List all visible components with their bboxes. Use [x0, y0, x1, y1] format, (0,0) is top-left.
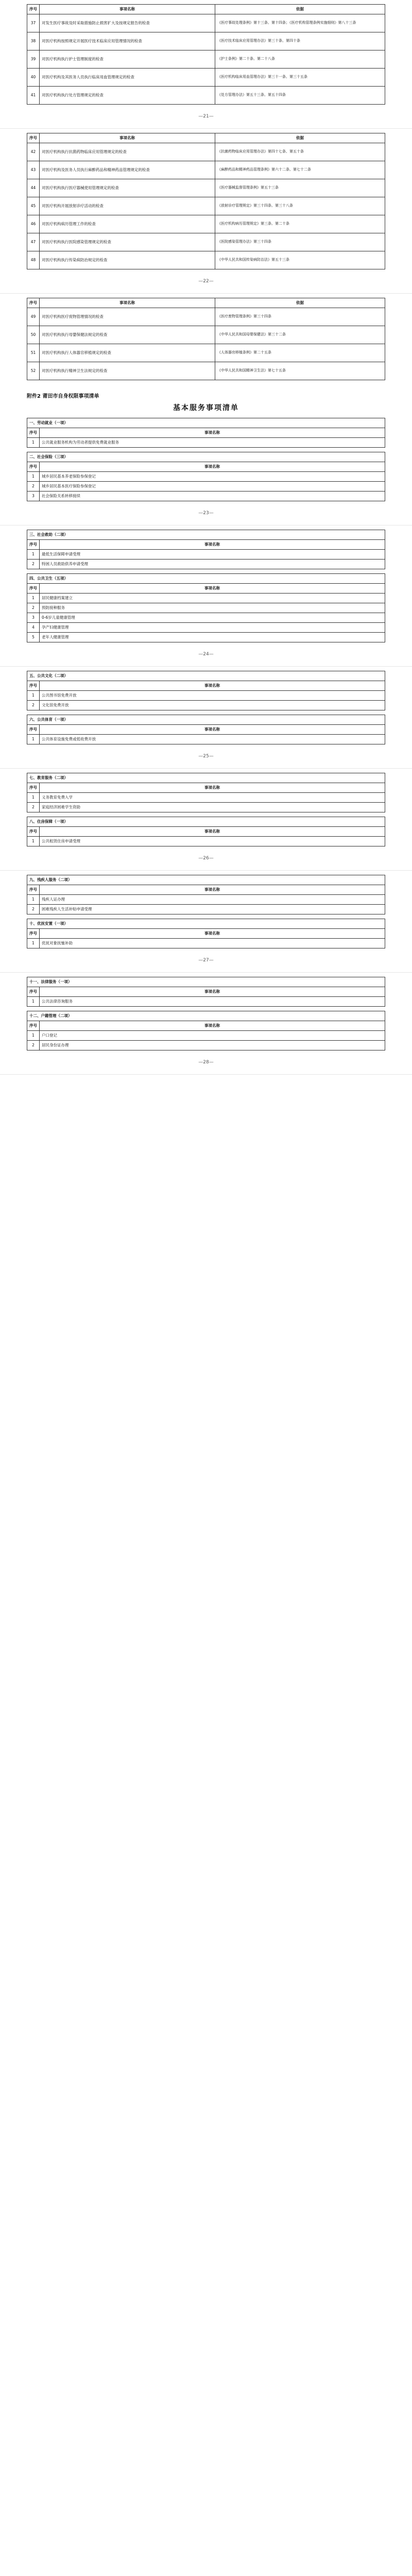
header-item: 事项名称	[40, 987, 385, 997]
row-item: 公共法律咨询服务	[40, 997, 385, 1007]
page-number: —26—	[198, 856, 214, 861]
header-item: 事项名称	[40, 584, 385, 594]
table-row	[27, 69, 385, 87]
table-row	[27, 803, 385, 812]
row-seq: 2	[27, 603, 40, 613]
page-number: —28—	[198, 1060, 214, 1065]
table-row	[27, 32, 385, 50]
section-header-row	[27, 428, 385, 438]
row-basis: 《医疗机构病历管理规定》第三条、第二十条	[215, 215, 385, 233]
row-basis: 《医疗废物管理条例》第三十四条	[215, 308, 385, 326]
row-seq: 1	[27, 895, 40, 905]
row-basis: 《麻醉药品和精神药品管理条例》第六十二条、第七十二条	[215, 161, 385, 179]
section-header-row	[27, 584, 385, 594]
page-number: —25—	[198, 754, 214, 759]
table-row	[27, 482, 385, 492]
row-item: 残疾人证办理	[40, 895, 385, 905]
section-heading-row	[27, 817, 385, 827]
row-item: 公共租赁住房申请受理	[40, 837, 385, 846]
row-item: 对医疗机构执行医院感染管理规定的检查	[40, 233, 215, 251]
table-row	[27, 14, 385, 32]
row-item: 特困人员救助供养申请受理	[40, 560, 385, 569]
section-heading-row	[27, 1011, 385, 1021]
header-item: 事项名称	[40, 428, 385, 438]
row-item: 老年人健康管理	[40, 633, 385, 642]
header-basis: 依据	[215, 133, 385, 143]
service-section-table	[27, 715, 385, 744]
header-item: 事项名称	[40, 462, 385, 472]
table-row	[27, 793, 385, 803]
row-item: 对医疗机构及医务人员执行麻醉药品和精神药品管理规定的检查	[40, 161, 215, 179]
header-item: 事项名称	[40, 1021, 385, 1031]
row-item: 困难残疾人生活补贴申请受理	[40, 905, 385, 914]
table-row	[27, 233, 385, 251]
section-heading-row	[27, 671, 385, 681]
page-number: —24—	[198, 652, 214, 657]
service-section-table	[27, 671, 385, 710]
row-item: 对医疗机构执行精神卫生法规定的检查	[40, 362, 215, 380]
header-seq: 序号	[27, 462, 40, 472]
check-items-table-1	[27, 4, 385, 105]
section-header-row	[27, 783, 385, 793]
header-item: 事项名称	[40, 540, 385, 550]
page-6	[0, 769, 412, 871]
section-header-row	[27, 1021, 385, 1031]
header-item: 事项名称	[40, 783, 385, 793]
table-row	[27, 344, 385, 362]
section-heading-row	[27, 452, 385, 462]
check-items-table-2	[27, 133, 385, 269]
table-row	[27, 633, 385, 642]
service-section-table	[27, 919, 385, 948]
row-seq: 2	[27, 1041, 40, 1050]
section-header-row	[27, 929, 385, 939]
row-seq: 38	[27, 32, 40, 50]
table-row	[27, 691, 385, 701]
table-row	[27, 997, 385, 1007]
section-header-row	[27, 725, 385, 735]
row-seq: 1	[27, 735, 40, 744]
header-item: 事项名称	[40, 885, 385, 895]
section-heading-row	[27, 919, 385, 929]
page-number: —27—	[198, 958, 214, 963]
row-item: 孕产妇健康管理	[40, 623, 385, 633]
row-item: 对医疗机构执行抗菌药物临床应用管理规定的检查	[40, 143, 215, 161]
header-seq: 序号	[27, 827, 40, 837]
row-seq: 1	[27, 691, 40, 701]
table-row	[27, 1041, 385, 1050]
header-item: 事项名称	[40, 681, 385, 691]
section-title: 二、社会保险（三项）	[27, 452, 385, 462]
table-row	[27, 143, 385, 161]
check-items-table-3	[27, 298, 385, 380]
row-seq: 3	[27, 492, 40, 501]
page-2	[0, 129, 412, 294]
header-seq: 序号	[27, 987, 40, 997]
header-seq: 序号	[27, 885, 40, 895]
row-item: 家庭经济困难学生资助	[40, 803, 385, 812]
row-seq: 2	[27, 701, 40, 710]
table-row	[27, 623, 385, 633]
table-row	[27, 550, 385, 560]
section-header-row	[27, 462, 385, 472]
row-item: 预防接种服务	[40, 603, 385, 613]
section-title: 五、公共文化（二项）	[27, 671, 385, 681]
row-seq: 2	[27, 560, 40, 569]
row-seq: 1	[27, 793, 40, 803]
row-item: 公共就业服务机构为劳动者提供免费就业服务	[40, 438, 385, 448]
section-title: 九、残疾人服务（二项）	[27, 875, 385, 885]
row-basis: 《中华人民共和国传染病防治法》第五十三条	[215, 251, 385, 269]
row-item: 公共体育设施免费或低收费开放	[40, 735, 385, 744]
section-header-row	[27, 885, 385, 895]
row-basis: 《医疗技术临床应用管理办法》第三十条、第四十条	[215, 32, 385, 50]
service-section-table	[27, 452, 385, 501]
row-seq: 44	[27, 179, 40, 197]
row-item: 对医疗机构开展放射诊疗活动的检查	[40, 197, 215, 215]
row-item: 对医疗机构执行人体器官移植规定的检查	[40, 344, 215, 362]
page-5	[0, 667, 412, 769]
row-seq: 46	[27, 215, 40, 233]
table-row	[27, 161, 385, 179]
table-row	[27, 603, 385, 613]
table-row	[27, 179, 385, 197]
header-seq: 序号	[27, 298, 40, 308]
section-title: 七、教育服务（二项）	[27, 773, 385, 783]
row-basis: 《医疗器械监督管理条例》第五十三条	[215, 179, 385, 197]
table-row	[27, 308, 385, 326]
table-row	[27, 215, 385, 233]
header-item: 事项名称	[40, 929, 385, 939]
row-basis: 《医疗机构临床用血管理办法》第三十一条、第三十五条	[215, 69, 385, 87]
header-seq: 序号	[27, 929, 40, 939]
page-8	[0, 973, 412, 1075]
row-seq: 40	[27, 69, 40, 87]
page-number: —22—	[198, 279, 214, 284]
row-item: 最低生活保障申请受理	[40, 550, 385, 560]
service-section-table	[27, 977, 385, 1007]
header-seq: 序号	[27, 5, 40, 14]
page-1	[0, 0, 412, 129]
header-seq: 序号	[27, 725, 40, 735]
header-seq: 序号	[27, 133, 40, 143]
row-item: 对医疗机构执行传染病防治规定的检查	[40, 251, 215, 269]
section-title: 八、住房保障（一项）	[27, 817, 385, 827]
header-item: 事项名称	[40, 5, 215, 14]
row-seq: 1	[27, 472, 40, 482]
service-section-table	[27, 530, 385, 569]
table-row	[27, 1031, 385, 1041]
row-seq: 4	[27, 623, 40, 633]
section-title: 四、公共卫生（五项）	[27, 574, 385, 584]
row-item: 对医疗机构病历管理工作的检查	[40, 215, 215, 233]
table-row	[27, 87, 385, 105]
header-item: 事项名称	[40, 827, 385, 837]
table-row	[27, 594, 385, 603]
table-row	[27, 895, 385, 905]
header-basis: 依据	[215, 5, 385, 14]
row-seq: 51	[27, 344, 40, 362]
service-section-table	[27, 773, 385, 812]
row-basis: 《中华人民共和国母婴保健法》第三十二条	[215, 326, 385, 344]
section-header-row	[27, 540, 385, 550]
service-section-table	[27, 817, 385, 846]
row-basis: 《处方管理办法》第五十三条、第五十四条	[215, 87, 385, 105]
table-row	[27, 472, 385, 482]
row-item: 对医疗机构按照规定开展医疗技术临床应用管理情况的检查	[40, 32, 215, 50]
service-section-table	[27, 1011, 385, 1050]
section-title: 十、优抚安置（一项）	[27, 919, 385, 929]
row-seq: 1	[27, 939, 40, 948]
row-item: 0-6岁儿童健康管理	[40, 613, 385, 623]
header-seq: 序号	[27, 783, 40, 793]
row-seq: 2	[27, 803, 40, 812]
row-item: 对医疗机构执行处方管理规定的检查	[40, 87, 215, 105]
row-seq: 3	[27, 613, 40, 623]
row-seq: 43	[27, 161, 40, 179]
header-item: 事项名称	[40, 725, 385, 735]
document-title: 基本服务事项清单	[173, 404, 239, 412]
header-basis: 依据	[215, 298, 385, 308]
section-heading-row	[27, 715, 385, 725]
row-item: 优抚对象抚恤补助	[40, 939, 385, 948]
row-seq: 5	[27, 633, 40, 642]
row-item: 文化馆免费开放	[40, 701, 385, 710]
row-seq: 2	[27, 482, 40, 492]
row-item: 城乡居民基本养老保险参保登记	[40, 472, 385, 482]
row-seq: 1	[27, 594, 40, 603]
table-row	[27, 735, 385, 744]
row-item: 城乡居民基本医疗保险参保登记	[40, 482, 385, 492]
service-section-table	[27, 418, 385, 448]
row-seq: 1	[27, 438, 40, 448]
table-row	[27, 560, 385, 569]
row-item: 社会保险关系转移接续	[40, 492, 385, 501]
service-section-table	[27, 875, 385, 914]
section-heading-row	[27, 418, 385, 428]
row-basis: 《护士条例》第二十条、第二十八条	[215, 50, 385, 69]
section-title: 十一、法律服务（一项）	[27, 977, 385, 987]
table-row	[27, 50, 385, 69]
table-row	[27, 905, 385, 914]
row-seq: 1	[27, 1031, 40, 1041]
row-item: 对医疗机构执行护士管理制度的检查	[40, 50, 215, 69]
row-basis: 《医院感染管理办法》第三十四条	[215, 233, 385, 251]
header-seq: 序号	[27, 540, 40, 550]
row-seq: 50	[27, 326, 40, 344]
section-heading-row	[27, 875, 385, 885]
row-seq: 45	[27, 197, 40, 215]
table-row	[27, 701, 385, 710]
section-heading-row	[27, 977, 385, 987]
row-basis: 《医疗事故处理条例》第十三条、第十四条；《医疗机构管理条例实施细则》第八十三条	[215, 14, 385, 32]
section-header-row	[27, 987, 385, 997]
row-seq: 49	[27, 308, 40, 326]
row-item: 对医疗机构执行母婴保健法规定的检查	[40, 326, 215, 344]
row-item: 对医疗机构执行医疗器械使用管理规定的检查	[40, 179, 215, 197]
header-seq: 序号	[27, 428, 40, 438]
row-seq: 47	[27, 233, 40, 251]
row-seq: 1	[27, 997, 40, 1007]
row-seq: 1	[27, 837, 40, 846]
page-4	[0, 526, 412, 667]
table-row	[27, 492, 385, 501]
header-item: 事项名称	[40, 133, 215, 143]
section-heading-row	[27, 530, 385, 540]
row-seq: 37	[27, 14, 40, 32]
header-seq: 序号	[27, 584, 40, 594]
section-header-row	[27, 827, 385, 837]
row-item: 对发生医疗事故及时采取措施防止损害扩大及按规定报告的检查	[40, 14, 215, 32]
row-item: 义务教育免费入学	[40, 793, 385, 803]
row-basis: 《抗菌药物临床应用管理办法》第四十七条、第五十条	[215, 143, 385, 161]
table-row	[27, 362, 385, 380]
header-item: 事项名称	[40, 298, 215, 308]
row-seq: 39	[27, 50, 40, 69]
row-seq: 42	[27, 143, 40, 161]
table-row	[27, 939, 385, 948]
table-row	[27, 326, 385, 344]
row-item: 居民身份证办理	[40, 1041, 385, 1050]
section-title: 六、公共体育（一项）	[27, 715, 385, 725]
row-basis: 《放射诊疗管理规定》第三十四条、第三十八条	[215, 197, 385, 215]
row-seq: 2	[27, 905, 40, 914]
section-heading-row	[27, 773, 385, 783]
row-item: 对医疗机构医疗废物管理情况的检查	[40, 308, 215, 326]
row-seq: 48	[27, 251, 40, 269]
row-basis: 《中华人民共和国精神卫生法》第七十五条	[215, 362, 385, 380]
table-row	[27, 837, 385, 846]
page-number: —23—	[198, 511, 214, 516]
table-row	[27, 197, 385, 215]
section-header-row	[27, 681, 385, 691]
header-seq: 序号	[27, 681, 40, 691]
row-seq: 52	[27, 362, 40, 380]
annex-title: 附件2 莆田市自身权限事项清单	[27, 394, 99, 399]
section-title: 十二、户籍管理（二项）	[27, 1011, 385, 1021]
table-row	[27, 613, 385, 623]
service-section-table	[27, 573, 385, 642]
page-number: —21—	[198, 114, 214, 119]
table-row	[27, 251, 385, 269]
row-seq: 1	[27, 550, 40, 560]
row-basis: 《人体器官移植条例》第二十五条	[215, 344, 385, 362]
section-heading-row	[27, 574, 385, 584]
page-7	[0, 871, 412, 973]
row-seq: 41	[27, 87, 40, 105]
row-item: 对医疗机构及其医务人员执行临床用血管理规定的检查	[40, 69, 215, 87]
row-item: 居民健康档案建立	[40, 594, 385, 603]
section-title: 三、社会救助（二项）	[27, 530, 385, 540]
header-seq: 序号	[27, 1021, 40, 1031]
row-item: 公共图书馆免费开放	[40, 691, 385, 701]
page-3	[0, 294, 412, 526]
row-item: 户口登记	[40, 1031, 385, 1041]
table-row	[27, 438, 385, 448]
section-title: 一、劳动就业（一项）	[27, 418, 385, 428]
